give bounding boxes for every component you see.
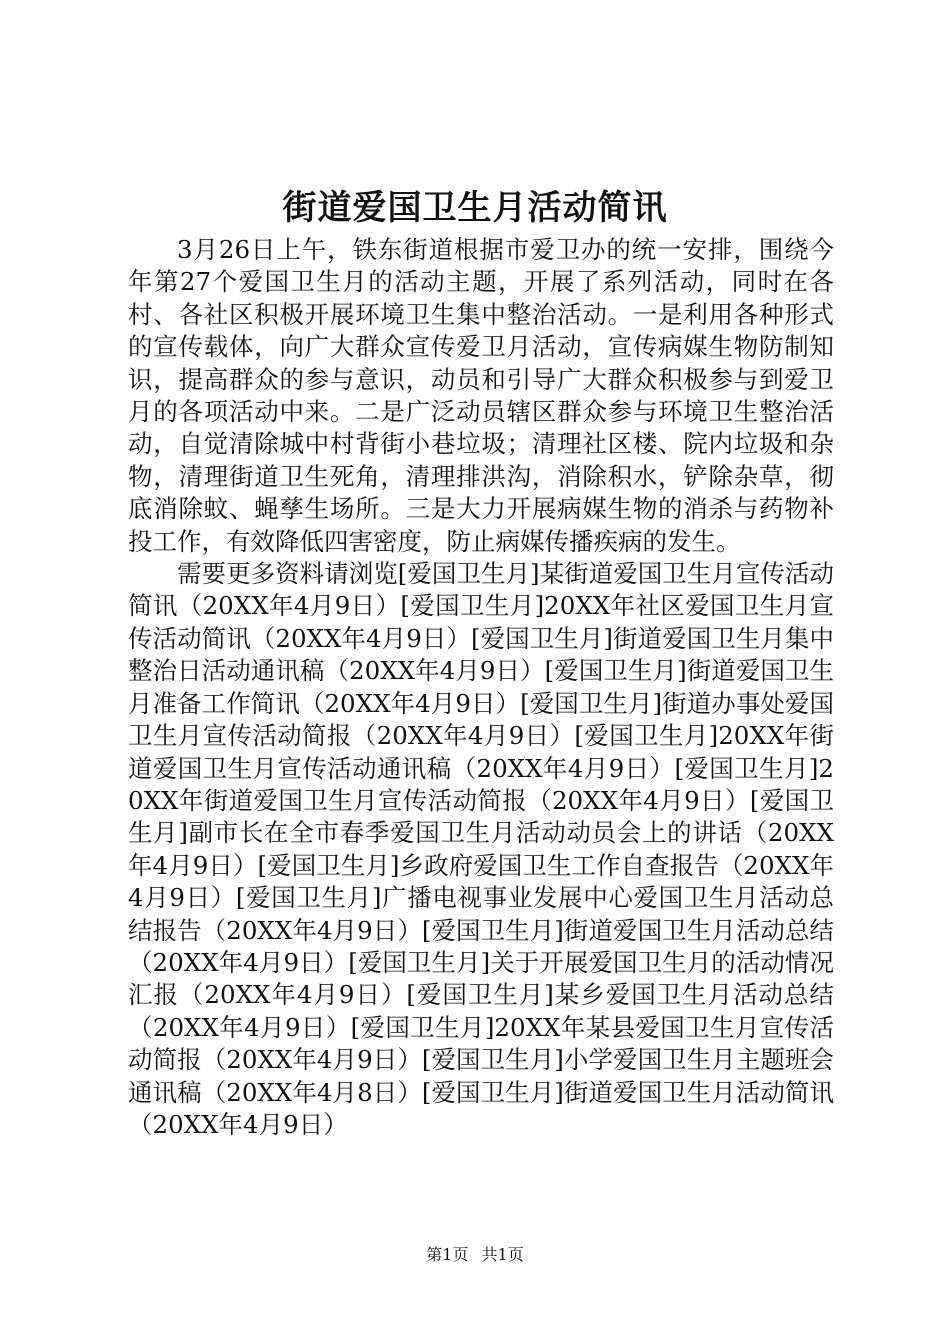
page-number: 第1页 [426, 1245, 469, 1264]
paragraph-related-links: 需要更多资料请浏览[爱国卫生月]某街道爱国卫生月宣传活动简讯（20XX年4月9日）[爱国卫生月]20XX年社区爱国卫生月宣传活动简讯（20XX年4月9日）[爱国卫生月]街道爱国卫生月集中整治日活动通讯稿（20XX年4月9日）[爱国卫生月]街道爱国卫生月准备工作简讯（20XX年4月9日）[爱国卫生月]街道办事处爱国卫生月宣传活动简报（20XX年4月9日）[爱国卫生月]20XX年街道爱国卫生月宣传活动通讯稿（20XX年4月9日）[爱国卫生月]20XX年街道爱国卫生月宣传活动简报（20XX年4月9日）[爱国卫生月]副市长在全市春季爱国卫生月活动动员会上的讲话（20XX年4月9日）[爱国卫生月]乡政府爱国卫生工作自查报告（20XX年4月9日）[爱国卫生月]广播电视事业发展中心爱国卫生月活动总结报告（20XX年4月9日）[爱国卫生月]街道爱国卫生月活动总结（20XX年4月9日）[爱国卫生月]关于开展爱国卫生月的活动情况汇报（20XX年4月9日）[爱国卫生月]某乡爱国卫生月活动总结（20XX年4月9日）[爱国卫生月]20XX年某县爱国卫生月宣传活动简报（20XX年4月9日）[爱国卫生月]小学爱国卫生月主题班会通讯稿（20XX年4月8日）[爱国卫生月]街道爱国卫生月活动简讯（20XX年4月9日） [128, 559, 834, 1139]
document-title: 街道爱国卫生月活动简讯 [282, 188, 668, 228]
page-footer [0, 1244, 950, 1266]
document-body [128, 234, 834, 1141]
page-total: 共1页 [481, 1245, 524, 1264]
paragraph-activity-summary: 3月26日上午，铁东街道根据市爱卫办的统一安排，围绕今年第27个爱国卫生月的活动主题，开展了系列活动，同时在各村、各社区积极开展环境卫生集中整治活动。一是利用各种形式的宣传载体，向广大群众宣传爱卫月活动，宣传病媒生物防制知识，提高群众的参与意识，动员和引导广大群众积极参与到爱卫月的各项活动中来。二是广泛动员辖区群众参与环境卫生整治活动，自觉清除城中村背街小巷垃圾；清理社区楼、院内垃圾和杂物，清理街道卫生死角，清理排洪沟，消除积水，铲除杂草，彻底消除蚊、蝇孳生场所。三是大力开展病媒生物的消杀与药物补投工作，有效降低四害密度，防止病媒传播疾病的发生。 [128, 235, 834, 556]
